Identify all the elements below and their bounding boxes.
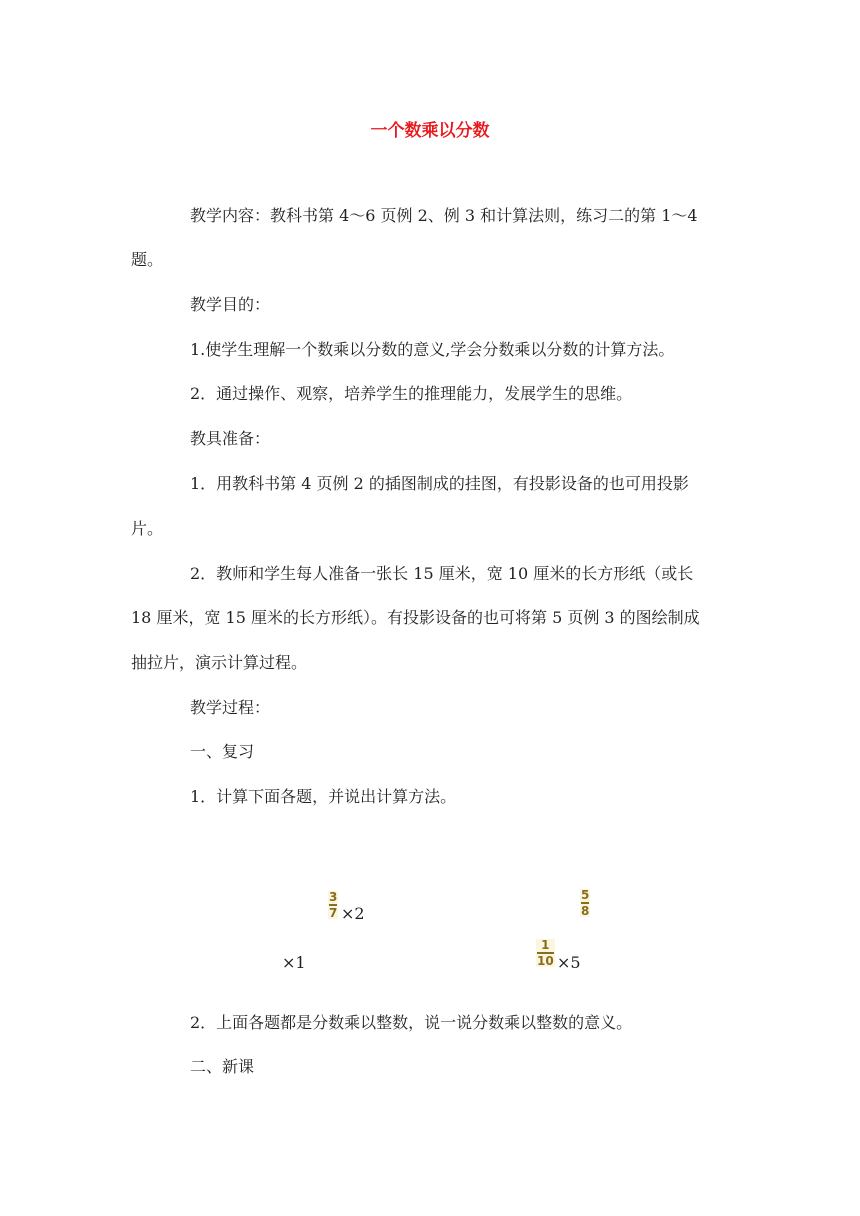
goal-item-2: 2．通过操作、观察，培养学生的推理能力，发展学生的思维。 bbox=[190, 384, 633, 403]
review-item-2: 2．上面各题都是分数乘以整数，说一说分数乘以整数的意义。 bbox=[190, 1013, 633, 1032]
goal-heading: 教学目的： bbox=[190, 295, 271, 314]
tool-item-1b: 片。 bbox=[131, 519, 164, 538]
numerator: 3 bbox=[329, 890, 338, 904]
content-line-2: 题。 bbox=[131, 250, 164, 269]
fraction-1-10 bbox=[536, 939, 555, 967]
numerator: 1 bbox=[541, 938, 550, 952]
review-item-1: 1．计算下面各题，并说出计算方法。 bbox=[190, 787, 457, 806]
tool-item-1a: 1．用教科书第 4 页例 2 的插图制成的挂图，有投影设备的也可用投影 bbox=[190, 474, 689, 493]
operator-times-1: ×1 bbox=[282, 953, 306, 972]
goal-item-1: 1.使学生理解一个数乘以分数的意义,学会分数乘以分数的计算方法。 bbox=[190, 340, 675, 359]
review-heading: 一、复习 bbox=[190, 742, 255, 761]
content-line-1: 教学内容：教科书第 4～6 页例 2、例 3 和计算法则，练习二的第 1～4 bbox=[190, 206, 698, 225]
tools-heading: 教具准备： bbox=[190, 429, 271, 448]
denominator: 10 bbox=[537, 954, 554, 968]
denominator: 7 bbox=[329, 906, 338, 920]
numerator: 5 bbox=[581, 888, 590, 902]
tool-item-2b: 18 厘米，宽 15 厘米的长方形纸）。有投影设备的也可将第 5 页例 3 的图绘制成 bbox=[131, 608, 700, 627]
new-lesson-heading: 二、新课 bbox=[190, 1057, 255, 1076]
process-heading: 教学过程： bbox=[190, 698, 271, 717]
page-title: 一个数乘以分数 bbox=[370, 121, 490, 141]
fraction-3-7 bbox=[328, 891, 338, 919]
denominator: 8 bbox=[581, 904, 590, 918]
operator-times-5: ×5 bbox=[557, 953, 581, 972]
tool-item-2c: 抽拉片，演示计算过程。 bbox=[131, 653, 308, 672]
tool-item-2a: 2．教师和学生每人准备一张长 15 厘米，宽 10 厘米的长方形纸（或长 bbox=[190, 564, 694, 583]
operator-times-2: ×2 bbox=[341, 904, 365, 923]
fraction-5-8 bbox=[580, 889, 590, 917]
